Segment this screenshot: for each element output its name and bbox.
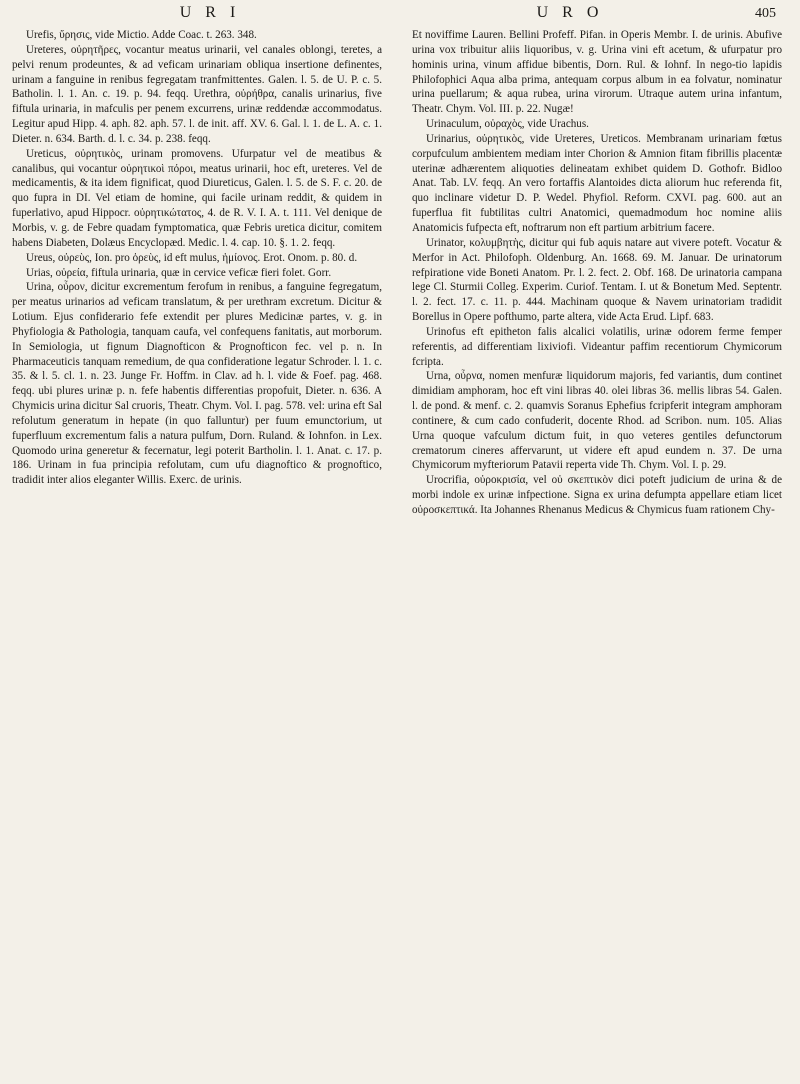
- entry-ureus: Ureus, οὐρεὺς, Ion. pro ὀρεὺς, id eft mulus, ἡμίονος. Erot. Onom. p. 80. d.: [26, 251, 358, 264]
- left-column: [12, 28, 382, 488]
- entry-urinarius: Urinarius, οὐρητικὸς, vide Ureteres, Ureticos. Membranam urinariam fœtus corpufculum ambientem mediam inter Chorion & Amnion fitam fibrillis placentæ uterinæ adhærentem aliquoties delineatam exhibet quidem D. Gothofr. Bidloo Anat. Tab. LV. feqq. An vero fortaffis Alantoides dicta aliorum huc referenda fit, quo inclinare videtur D. P. Wedel. Phyfiol. Reform. CXVI. pag. 600. aut an fuperflua fit fubtilitas cultri Anatomici, quemadmodum hoc nomine aliis Anatomicis fufpecta eft, noftrarum non eft partium arbitrium facere.: [412, 132, 782, 234]
- entry-urna: Urna, οὖρνα, nomen menfuræ liquidorum majoris, fed variantis, dum continet dimidiam amphoram, hoc eft vini libras 40. olei libras 36. mellis libras 54. Galen. l. de pond. & menf. c. 2. quamvis Soranus Ephefius fcripferit integram amphoram continere, & cum cado confuderit, docente Rhod. ad Scribon. num. 105. Alias Urna quoque vafculum dictum fuit, in quo veteres gentiles defunctorum crematorum cineres affervarunt, ut videre eft apud eundem n. 37. De urna Chymicorum myfteriorum Patavii reperta vide Th. Chym. Vol. I. p. 29.: [412, 370, 782, 472]
- entry-ureticus: Ureticus, οὐρητικὸς, urinam promovens. Ufurpatur vel de meatibus & canalibus, qui vocantur οὐρητικοὶ πόροι, meatus urinarii, hoc eft, ureteres. Vel de medicamentis, & ita idem fignificat, quod Diureticus, Galen. l. 5. de S. F. c. 20. de quo fupra in DI. Vel etiam de homine, qui facile urinam reddit, & quidem in fuperlativo, apud Hippocr. οὐρητικώτατος, 4. de R. V. I. A. t. 111. Vel denique de Morbis, v. g. de Febre quadam fymptomatica, quæ Febris uretica dicitur, comitem habens Diabeten, Dolæus Encyclopæd. Medic. l. 4. cap. 10. §. 1. 2. feqq.: [12, 147, 382, 249]
- running-head-left: U R I: [179, 4, 241, 21]
- entry-urina-continued: Et noviffime Lauren. Bellini Profeff. Pifan. in Operis Membr. I. de urinis. Abufive urina vox tribuitur aliis liquoribus, v. g. Urina vini eft acetum, & ufurpatur pro hominis urina, vinum affidue bibentis, Dorn. Rul. & Iohnf. In nego-tio lapidis Philofophici Aqua alba prima, antequam corpus album in ea folvatur, nominatur urina puellarum; & aqua rubea, urina virorum. Utraque autem urina infantum, Theatr. Chym. Vol. III. p. 22. Nugæ!: [412, 29, 782, 116]
- entry-urinaculum: Urinaculum, οὐραχὸς, vide Urachus.: [426, 118, 589, 131]
- running-head-right: U R O: [536, 4, 604, 21]
- entry-urias: Urias, οὐρεία, fiftula urinaria, quæ in cervice veficæ fieri folet. Gorr.: [26, 266, 332, 279]
- entry-urocrifia: Urocrifia, οὐροκρισία, vel οὐ σκεπτικὸν dici poteft judicium de urina & de morbi indole ex urinæ infpectione. Signa ex urina defumpta appellare etiam licet οὐροσκεπτικά. Ita Johannes Rhenanus Medicus & Chymicus fuam rationem Chy-: [412, 474, 782, 516]
- entry-urinator: Urinator, κολυμβητὴς, dicitur qui fub aquis natare aut vivere poteft. Vocatur & Merfor in Act. Philofoph. Oldenburg. An. 1668. 69. M. Januar. De urinatorum refpiratione vide Boneti Anatom. Pr. l. 2. fect. 2. Obf. 168. De urinatoria campana lege Cl. Sturmii Colleg. Experim. Curiof. Tentam. I. ut & Bonetum Med. Septentr. l. 2. fect. 17. c. 11. p. 444. Machinam quoque & Navem urinatoriam tradidit Borellus in Opere pofthumo, parte altera, vide Acta Erud. Lipf. 683.: [412, 236, 782, 324]
- page-number: 405: [755, 6, 776, 21]
- right-column: [412, 28, 782, 518]
- entry-ureteres: Ureteres, οὐρητῆρες, vocantur meatus urinarii, vel canales oblongi, teretes, a pelvi renum prodeuntes, & ad veficam urinariam obliqua insertione definentes, urinam a fanguine in renibus fegregatam tranfmittentes. Galen. l. 5. de U. P. c. 5. Batholin. l. 1. An. c. 19. p. 94. feqq. Urethra, οὐρήθρα, canalis urinarius, five fiftula urinaria, in mafculis per penem excurrens, urinæ reddendæ accommodatus. Legitur apud Hipp. 4. aph. 82. aph. 57. l. de init. aff. XV. 6. Gal. l. 1. de L. A. c. 1. Dieter. n. 634. Barth. d. l. c. 34. p. 238. feqq.: [12, 43, 382, 145]
- entry-urefis: Urefis, ὔρησις, vide Mictio. Adde Coac. t. 263. 348.: [26, 29, 257, 41]
- entry-urinofus: Urinofus eft epitheton falis alcalici volatilis, urinæ odorem ferme femper referentis, ad differentiam lixiviofi. Videantur paffim recentiorum Chymicorum fcripta.: [412, 325, 782, 368]
- entry-urina: Urina, οὖρον, dicitur excrementum ferofum in renibus, a fanguine fegregatum, per meatus urinarios ad veficam translatum, & per urethram excretum. Dicitur & Lotium. Ejus confiderario fefe extendit per plures Medicinæ partes, v. g. in Phyfiologia & Pathologia, tanquam caufa, vel confequens fanitatis, aut morborum. In Semiologia, ut fignum Diagnofticon & Prognofticon fec. vel p. n. In Pharmaceuticis tanquam remedium, de qua confideratione legatur Schroder. l. 1. c. 35. & l. 5. cl. 1. n. 23. Junge Fr. Hoffm. in Clav. ad h. l. vide & Foef. pag. 468. feqq. ubi plures urinæ p. n. fefe habentis differentias propofuit, Dieter. n. 636. A Chymicis urina dicitur Sal cruoris, Theatr. Chym. Vol. I. pag. 578. vel: urina eft Sal refolutum generatum in hepate (in quo falluntur) per fuum emunctorium, ut fuperfluum excrementum falis a natura pulfum, Dorn. Ruland. & Iohnfon. in Lex. Quomodo urina generetur & fecernatur, legi poterit Bartholin. l. 1. Anat. c. 17. p. 186. Urinam in fua principia refolutam, cum ufu diagnoftico & prognoftico, tradidit inter alios eleganter Willis. Exerc. de urinis.: [12, 281, 382, 487]
